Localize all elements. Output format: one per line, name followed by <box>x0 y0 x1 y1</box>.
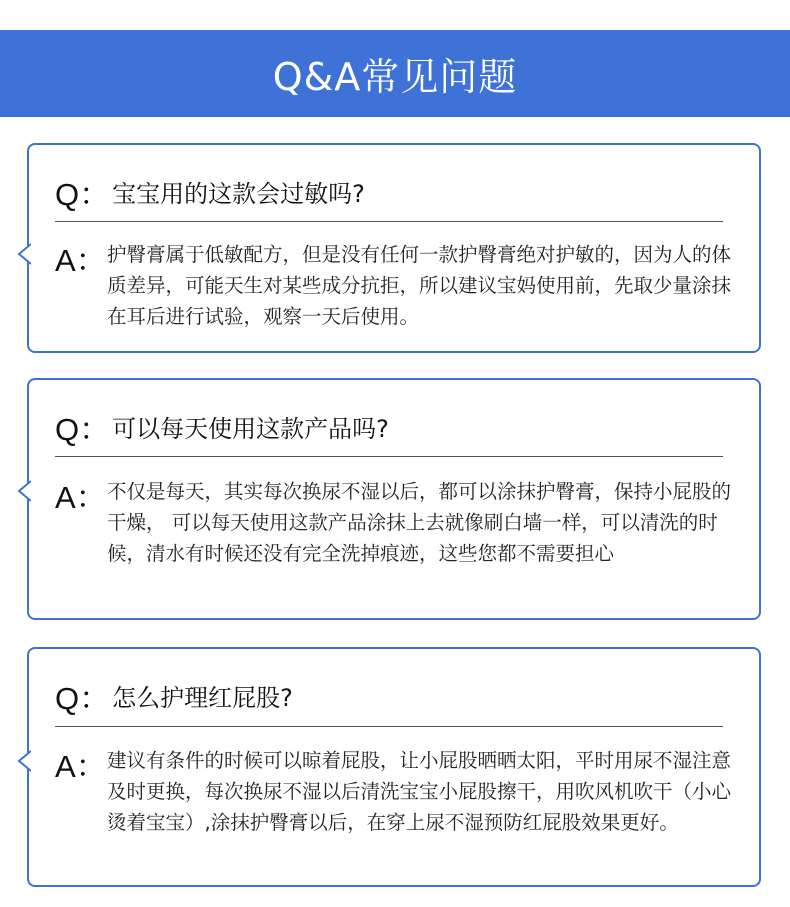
faq-question-row <box>55 404 719 449</box>
faq-answer: 护臀膏属于低敏配方，但是没有任何一款护臀膏绝对护敏的，因为人的体质差异，可能天生对某些成分抗拒，所以建议宝妈使用前，先取少量涂抹在耳后进行试验，观察一天后使用。 <box>107 243 732 328</box>
speech-notch-icon <box>17 243 31 265</box>
faq-divider <box>55 726 723 727</box>
page-title: Q&A常见问题 <box>272 55 518 99</box>
faq-divider <box>55 221 723 222</box>
answer-mark-label: A： <box>55 749 107 784</box>
answer-mark-label: A： <box>55 243 107 278</box>
faq-card-2 <box>27 378 761 620</box>
speech-notch-icon <box>17 750 31 772</box>
faq-card-3 <box>27 647 761 887</box>
speech-notch-icon <box>17 480 31 502</box>
question-mark-label: Q： <box>55 412 111 447</box>
header-banner <box>0 30 790 117</box>
faq-answer: 不仅是每天，其实每次换尿不湿以后，都可以涂抹护臀膏，保持小屁股的干燥， 可以每天使用这款产品涂抹上去就像刷白墙一样，可以清洗的时候，清水有时候还没有完全洗掉痕迹，这些您都不需要担心 <box>107 480 732 565</box>
faq-answer: 建议有条件的时候可以晾着屁股，让小屁股晒晒太阳，平时用尿不湿注意及时更换，每次换尿不湿以后清洗宝宝小屁股擦干，用吹风机吹干（小心烫着宝宝）,涂抹护臀膏以后，在穿上尿不湿预防红屁股效果更好。 <box>107 749 732 834</box>
answer-mark-label: A： <box>55 480 107 515</box>
faq-question-row <box>55 673 719 718</box>
faq-question: 可以每天使用这款产品吗? <box>112 415 389 443</box>
faq-divider <box>55 456 723 457</box>
faq-card-1 <box>27 143 761 353</box>
faq-question: 怎么护理红屁股? <box>112 684 293 712</box>
question-mark-label: Q： <box>55 681 111 716</box>
faq-question: 宝宝用的这款会过敏吗? <box>112 180 365 208</box>
question-mark-label: Q： <box>55 177 111 212</box>
faq-question-row <box>55 169 719 214</box>
